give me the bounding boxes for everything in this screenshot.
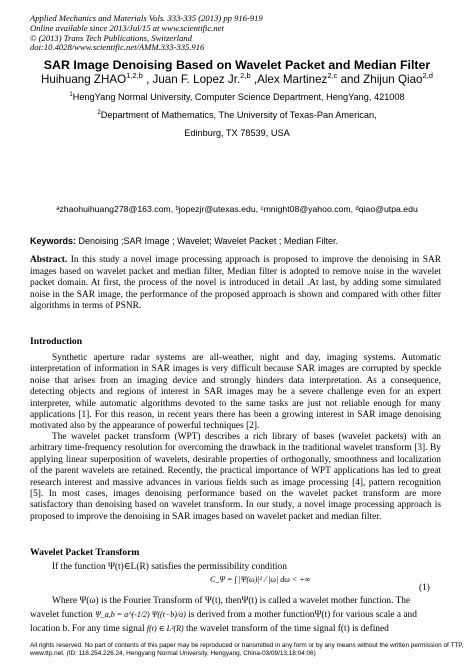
- author-name: , Juan F. Lopez Jr.: [142, 73, 241, 86]
- affiliation-sup: 2: [97, 109, 101, 116]
- abstract-text: In this study a novel image processing approach is proposed to improve the denoising in SAR images based on wavelet packet and median filter, Median filter is adopted to remove noise in the wavelet packet domain. At first, the process of the novel is introduced in detail .At last, by adding some simulated noise in the SAR image, the performance of the proposed approach is shown and compared with other filter algorithms in terms of PSNR.: [30, 255, 441, 312]
- author-list: [0, 73, 474, 86]
- copyright-footer: [30, 642, 464, 657]
- body-line: Where Ψ(ω) is the Fourier Transform of Ψ(t), thenΨ(t) is called a wavelet mother function. The: [52, 596, 411, 606]
- equation-number: (1): [419, 583, 430, 593]
- affiliation-text: Department of Mathematics, The University of Texas-Pan American,: [100, 110, 377, 120]
- body-line: [30, 610, 417, 620]
- abstract-label: Abstract.: [30, 255, 68, 265]
- footer-line: www.ttp.net. (ID: 118.254.226.24, Hengyang Normal University, Hengyang, China-03/09/13,18:04:06): [30, 649, 316, 657]
- affiliation-sup: 1: [69, 91, 73, 98]
- author-affiliation-sup: 2,c: [327, 71, 338, 81]
- affiliation-2-line2: Edinburg, TX 78539, USA: [184, 128, 290, 138]
- paper-title: SAR Image Denoising Based on Wavelet Packet and Median Filter: [43, 58, 431, 72]
- introduction-paragraph: The wavelet packet transform (WPT) describes a rich library of bases (wavelet packets) with an arbitrary time-frequency resolution for overcoming the drawback in the traditional wavelet transform [3]. By applying linear superposition of wavelets, desirable properties of orthogonally, smoothness and localization of the parent wavelets are retained. Recently, the practical importance of WPT applications has led to great research interest and massive advances in various fields such as image processing [4], pattern recognition [5]. In most cases, images denoising performance based on the wavelet packet transform are more satisfactory than denoising based on wavelet transform. In our study, a novel image processing approach is proposed to improve the denoising in SAR images based on wavelet packet and median filter.: [30, 432, 441, 522]
- affiliation-1: [0, 92, 474, 102]
- author-name: ,Alex Martinez: [250, 73, 328, 86]
- doi-line: doi:10.4028/www.scientific.net/AMM.333-335.916: [30, 42, 205, 53]
- introduction-paragraph: Synthetic aperture radar systems are all-weather, night and day, imaging systems. Automatic interpretation of information in SAR images is very difficult because SAR images are corrupted by speckle noise that arises from an imaging device and strongly hinders data interpretation. As a consequence, detecting objects and regions of interest in SAR images may be a severe challenge even for an expert interpreter, while automatic algorithms devoted to the same tasks are just not reliable enough for many applications [1]. For this reason, in recent years there has been a growing interest in SAR image denoising motivated also by the appearance of powerful techniques [2].: [30, 353, 441, 432]
- author-affiliation-sup: 2,d: [422, 71, 433, 81]
- affiliation-2: [0, 110, 474, 120]
- body-line: [30, 624, 389, 634]
- wavelet-heading: Wavelet Packet Transform: [30, 547, 140, 558]
- affiliation-text: HengYang Normal University, Computer Science Department, HengYang, 421008: [72, 92, 405, 102]
- text-run: wavelet function: [30, 610, 93, 620]
- body-line: If the function Ψ(t)∈L(R) satisfies the permissibility condition: [52, 562, 287, 572]
- text-run: is derived from a mother functionΨ(t) for various scale a and: [188, 610, 417, 620]
- author-emails: ᵃzhaohuihuang278@163.com, ᵇjopezjr@utexas.edu, ᶜmnight08@yahoo.com, ᵈqiao@utpa.edu: [56, 204, 418, 214]
- equation-1: C_Ψ = ∫ |Ψ(ω)|² / |ω| dω < +∞: [210, 575, 311, 584]
- text-run: location b. For any time signal: [30, 624, 145, 634]
- keywords-text: Denoising ;SAR Image ; Wavelet; Wavelet Packet ; Median Filter.: [76, 236, 338, 246]
- keywords: [30, 236, 338, 246]
- author-name: Huihuang ZHAO: [41, 73, 127, 86]
- inline-formula: f(t) ∈ L²(R): [146, 624, 184, 633]
- online-line: Online available since 2013/Jul/15 at www.scientific.net: [30, 22, 224, 33]
- journal-line: Applied Mechanics and Materials Vols. 333-335 (2013) pp 916-919: [30, 13, 263, 23]
- author-name: and Zhijun Qiao: [337, 73, 423, 86]
- introduction-heading: Introduction: [30, 336, 83, 347]
- text-run: the wavelet transform of the time signal f(t) is defined: [186, 624, 389, 634]
- author-affiliation-sup: 2,b: [240, 71, 251, 81]
- author-affiliation-sup: 1,2,b: [126, 71, 143, 81]
- publication-info: [30, 14, 263, 53]
- abstract: [30, 255, 441, 313]
- inline-formula: Ψ_a,b = a^(-1/2) Ψ((t−b)/a): [95, 610, 186, 619]
- footer-line: All rights reserved. No part of contents of this paper may be reproduced or transmitted in any form or by any means without the written permission of TTP,: [30, 642, 464, 649]
- copyright-line: © (2013) Trans Tech Publications, Switzerland: [30, 32, 192, 43]
- keywords-label: Keywords:: [30, 236, 77, 246]
